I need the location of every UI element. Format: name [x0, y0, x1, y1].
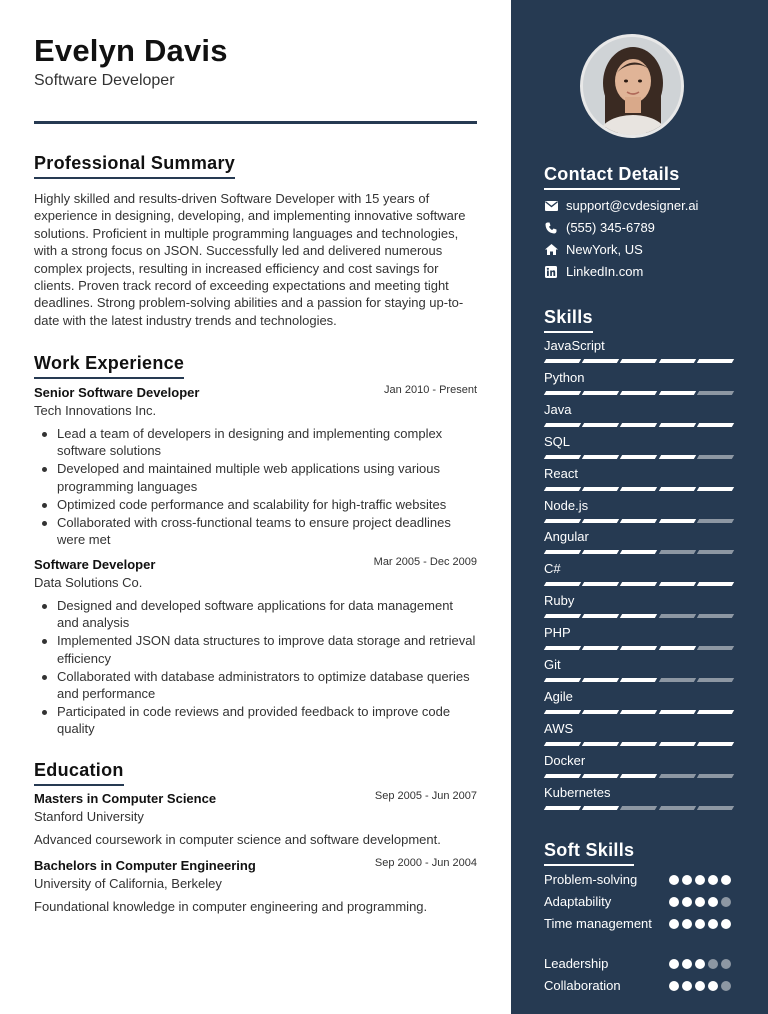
- skill-level-bar: [545, 359, 733, 363]
- skill-name: Angular: [544, 529, 589, 545]
- skill-level-segment: [544, 646, 582, 650]
- skill-level-bar: [545, 582, 733, 586]
- skill-level-segment: [544, 678, 582, 682]
- skill-level-segment: [620, 487, 658, 491]
- skill-level-segment: [582, 710, 620, 714]
- skill-name: SQL: [544, 433, 571, 449]
- school-name: Stanford University: [34, 809, 144, 824]
- skill-level-segment: [582, 550, 620, 554]
- job-title: Software Developer: [34, 557, 156, 572]
- portrait-icon: [583, 37, 681, 135]
- skill-level-segment: [697, 710, 735, 714]
- skill-level-segment: [620, 359, 658, 363]
- linkedin-icon: [544, 265, 558, 279]
- skill-level-segment: [544, 614, 582, 618]
- skill-level-segment: [658, 550, 696, 554]
- skill-level-segment: [697, 678, 735, 682]
- skill-level-segment: [658, 582, 696, 586]
- skill-level-segment: [620, 391, 658, 395]
- skill-name: React: [544, 465, 578, 481]
- rating-dot: [721, 981, 731, 991]
- skill-name: Docker: [544, 752, 586, 768]
- skill-level-segment: [620, 614, 658, 618]
- rating-dot: [721, 919, 731, 929]
- skill-level-bar: [545, 742, 733, 746]
- skill-name: Python: [544, 369, 585, 385]
- rating-dot: [669, 875, 679, 885]
- skill-level-segment: [620, 710, 658, 714]
- skill-level-segment: [544, 487, 582, 491]
- skill-name: Kubernetes: [544, 784, 611, 800]
- skill-name: Ruby: [544, 593, 575, 609]
- skill-level-segment: [658, 359, 696, 363]
- rating-dot: [695, 875, 705, 885]
- skill-level-bar: [545, 646, 733, 650]
- list-item: Participated in code reviews and provided feedback to improve code quality: [57, 703, 477, 738]
- rating-dot: [695, 981, 705, 991]
- skill-name: Node.js: [544, 497, 589, 513]
- skill-level-segment: [544, 359, 582, 363]
- rating-dot: [708, 875, 718, 885]
- skill-level-segment: [697, 646, 735, 650]
- skill-level-segment: [582, 774, 620, 778]
- skill-level-segment: [620, 455, 658, 459]
- job-company: Data Solutions Co.: [34, 575, 143, 590]
- degree-description: Foundational knowledge in computer engineering and programming.: [34, 899, 428, 914]
- skill-level-segment: [697, 487, 735, 491]
- degree-date: Sep 2000 - Jun 2004: [374, 857, 477, 869]
- skill-level-segment: [658, 487, 696, 491]
- list-item: Collaborated with database administrators to optimize database queries and performance: [57, 668, 477, 703]
- contact-heading: Contact Details: [544, 164, 680, 190]
- rating-dot: [721, 959, 731, 969]
- list-item: Optimized code performance and scalability for high-traffic websites: [57, 496, 477, 513]
- contact-email-text: support@cvdesigner.ai: [566, 198, 699, 213]
- job-date: Jan 2010 - Present: [384, 384, 477, 396]
- skill-level-segment: [697, 359, 735, 363]
- skill-level-segment: [697, 774, 735, 778]
- skill-level-segment: [620, 742, 658, 746]
- list-item: Collaborated with cross-functional teams to ensure project deadlines were met: [57, 514, 477, 549]
- skill-level-segment: [620, 519, 658, 523]
- rating-dot: [708, 919, 718, 929]
- skill-level-segment: [582, 455, 620, 459]
- summary-text: Highly skilled and results-driven Software Developer with 15 years of experience in designing, developing, and implementing innovative software solutions. Proficient in multiple programming languages and technologies, with a strong focus on JSON. Successfully led and delivered numerous complex projects, resulting in increased efficiency and cost savings for clients. Proven track record of exceeding expectations and meeting tight deadlines. Strong problem-solving abilities and a passion for staying up-to-date with the latest industry trends and technologies.: [34, 191, 466, 328]
- contact-location-text: NewYork, US: [566, 242, 643, 257]
- degree-title: Bachelors in Computer Engineering: [34, 858, 256, 873]
- candidate-name: Evelyn Davis: [34, 33, 228, 68]
- skill-level-bar: [545, 614, 733, 618]
- rating-dot: [682, 919, 692, 929]
- candidate-title: Software Developer: [34, 72, 175, 89]
- skill-level-segment: [544, 806, 582, 810]
- contact-linkedin-text: LinkedIn.com: [566, 264, 644, 279]
- list-item: Designed and developed software applications for data management and analysis: [57, 597, 477, 632]
- skill-level-segment: [658, 742, 696, 746]
- rating-dot: [682, 897, 692, 907]
- skill-level-segment: [658, 806, 696, 810]
- skill-level-segment: [582, 582, 620, 586]
- skill-level-bar: [545, 423, 733, 427]
- skill-level-segment: [620, 550, 658, 554]
- skill-level-segment: [658, 455, 696, 459]
- contact-phone-text: (555) 345-6789: [566, 220, 655, 235]
- skill-level-bar: [545, 550, 733, 554]
- soft-skill-rating: [669, 875, 731, 885]
- skill-level-bar: [545, 487, 733, 491]
- degree-date: Sep 2005 - Jun 2007: [374, 790, 477, 802]
- header-divider: [34, 121, 477, 124]
- envelope-icon: [544, 199, 558, 213]
- soft-skill-name: Time management: [544, 916, 652, 931]
- skill-level-segment: [582, 646, 620, 650]
- rating-dot: [695, 959, 705, 969]
- skill-level-segment: [697, 391, 735, 395]
- soft-skill-name: Collaboration: [544, 978, 621, 993]
- skill-level-segment: [697, 455, 735, 459]
- skill-level-segment: [582, 806, 620, 810]
- work-heading: Work Experience: [34, 353, 184, 379]
- skill-level-segment: [582, 742, 620, 746]
- skill-level-segment: [658, 391, 696, 395]
- skill-level-segment: [544, 391, 582, 395]
- skill-name: Agile: [544, 688, 573, 704]
- skill-level-segment: [697, 742, 735, 746]
- profile-photo: [580, 34, 684, 138]
- skill-level-bar: [545, 710, 733, 714]
- skill-level-segment: [658, 614, 696, 618]
- soft-skill-name: Leadership: [544, 956, 609, 971]
- skill-level-segment: [658, 678, 696, 682]
- skill-level-segment: [544, 423, 582, 427]
- rating-dot: [695, 919, 705, 929]
- rating-dot: [708, 959, 718, 969]
- skill-name: PHP: [544, 625, 571, 641]
- skill-name: AWS: [544, 720, 574, 736]
- skill-level-segment: [582, 359, 620, 363]
- skill-level-segment: [544, 774, 582, 778]
- skill-level-segment: [582, 678, 620, 682]
- contact-location: [544, 242, 643, 257]
- skill-level-segment: [697, 614, 735, 618]
- skill-level-segment: [544, 519, 582, 523]
- rating-dot: [708, 897, 718, 907]
- skill-level-segment: [697, 550, 735, 554]
- skill-level-segment: [620, 423, 658, 427]
- rating-dot: [721, 897, 731, 907]
- home-icon: [544, 243, 558, 257]
- skill-level-segment: [658, 423, 696, 427]
- skill-name: JavaScript: [544, 338, 605, 353]
- list-item: Implemented JSON data structures to improve data storage and retrieval efficiency: [57, 633, 476, 666]
- soft-skill-rating: [669, 959, 731, 969]
- skill-level-segment: [658, 710, 696, 714]
- skill-level-bar: [545, 678, 733, 682]
- rating-dot: [669, 897, 679, 907]
- skill-level-segment: [658, 519, 696, 523]
- skill-level-bar: [545, 774, 733, 778]
- skill-level-segment: [658, 774, 696, 778]
- rating-dot: [669, 981, 679, 991]
- contact-email[interactable]: [544, 198, 698, 213]
- skill-level-segment: [544, 742, 582, 746]
- soft-skill-rating: [669, 919, 731, 929]
- job-bullets: [57, 425, 477, 549]
- skill-name: Java: [544, 401, 572, 417]
- rating-dot: [708, 981, 718, 991]
- skill-level-segment: [544, 582, 582, 586]
- summary-heading: Professional Summary: [34, 153, 235, 179]
- skill-level-segment: [582, 614, 620, 618]
- job-bullets: [57, 597, 477, 738]
- list-item: Lead a team of developers in designing and implementing complex software solutions: [57, 425, 477, 460]
- soft-skill-rating: [669, 981, 731, 991]
- rating-dot: [669, 959, 679, 969]
- job-date: Mar 2005 - Dec 2009: [373, 556, 477, 568]
- skill-level-segment: [697, 582, 735, 586]
- list-item: Developed and maintained multiple web applications using various programming languages: [57, 460, 477, 495]
- skill-level-segment: [582, 423, 620, 427]
- soft-skill-name: Problem-solving: [544, 872, 638, 887]
- skill-level-bar: [545, 806, 733, 810]
- skill-level-bar: [545, 391, 733, 395]
- skill-level-bar: [545, 519, 733, 523]
- skill-level-segment: [620, 774, 658, 778]
- phone-icon: [544, 221, 558, 235]
- rating-dot: [721, 875, 731, 885]
- job-title: Senior Software Developer: [34, 385, 200, 400]
- skill-level-segment: [697, 519, 735, 523]
- degree-title: Masters in Computer Science: [34, 791, 217, 806]
- skills-heading: Skills: [544, 307, 593, 333]
- skill-level-segment: [620, 678, 658, 682]
- skill-level-bar: [545, 455, 733, 459]
- skill-level-segment: [658, 646, 696, 650]
- soft-skill-rating: [669, 897, 731, 907]
- skill-name: Git: [544, 657, 561, 672]
- rating-dot: [682, 875, 692, 885]
- education-heading: Education: [34, 760, 124, 786]
- skill-level-segment: [697, 806, 735, 810]
- rating-dot: [682, 959, 692, 969]
- rating-dot: [695, 897, 705, 907]
- skill-level-segment: [582, 519, 620, 523]
- skill-level-segment: [620, 806, 658, 810]
- soft-skills-heading: Soft Skills: [544, 840, 634, 866]
- contact-phone[interactable]: [544, 220, 655, 235]
- skill-level-segment: [582, 487, 620, 491]
- skill-level-segment: [544, 710, 582, 714]
- rating-dot: [669, 919, 679, 929]
- contact-linkedin[interactable]: [544, 264, 643, 279]
- skill-level-segment: [620, 646, 658, 650]
- skill-name: C#: [544, 561, 561, 577]
- job-company: Tech Innovations Inc.: [34, 403, 157, 418]
- skill-level-segment: [544, 550, 582, 554]
- skill-level-segment: [544, 455, 582, 459]
- skill-level-segment: [582, 391, 620, 395]
- soft-skill-name: Adaptability: [544, 894, 612, 909]
- skill-level-segment: [620, 582, 658, 586]
- degree-description: Advanced coursework in computer science and software development.: [34, 832, 441, 847]
- rating-dot: [682, 981, 692, 991]
- school-name: University of California, Berkeley: [34, 876, 222, 891]
- skill-level-segment: [697, 423, 735, 427]
